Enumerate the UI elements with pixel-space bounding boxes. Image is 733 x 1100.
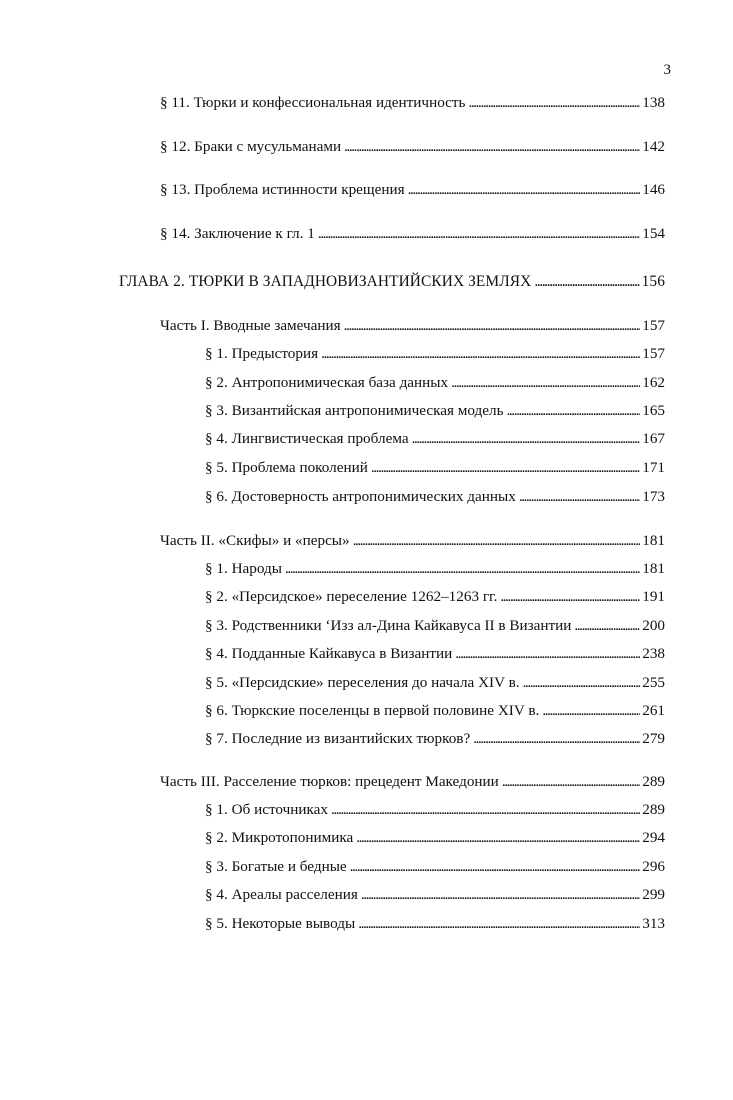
toc-entry-title: § 2. Антропонимическая база данных: [205, 374, 449, 391]
toc-entry-title: § 5. Некоторые выводы: [205, 915, 356, 932]
toc-part-title: Часть I. Вводные замечания: [160, 317, 341, 334]
toc-part-page: 289: [642, 773, 665, 790]
dot-leader: [408, 179, 641, 201]
dot-leader: [356, 827, 640, 849]
toc-entry-page: 299: [642, 886, 665, 903]
toc-entry-page: 154: [642, 225, 665, 242]
toc-entry-page: 279: [642, 730, 665, 747]
toc-entry-page: 191: [642, 588, 665, 605]
dot-leader: [371, 457, 640, 479]
toc-entry-title: § 13. Проблема истинности крещения: [160, 181, 405, 198]
toc-part[interactable]: [160, 771, 665, 793]
toc-entry-title: § 12. Браки с мусульманами: [160, 138, 342, 155]
toc-entry-page: 157: [642, 345, 665, 362]
toc-entry[interactable]: [160, 179, 665, 201]
toc-entry-page: 165: [642, 402, 665, 419]
toc-entry-title: § 4. Подданные Кайкавуса в Византии: [205, 645, 453, 662]
toc-entry-page: 146: [642, 181, 665, 198]
toc-entry[interactable]: [205, 586, 665, 608]
toc-chapter-page: 156: [641, 273, 665, 290]
dot-leader: [574, 615, 640, 637]
toc-entry-title: § 2. Микротопонимика: [205, 829, 354, 846]
dot-leader: [361, 884, 640, 906]
toc-entry-page: 162: [642, 374, 665, 391]
toc-entry[interactable]: [205, 700, 665, 722]
toc-entry-page: 142: [642, 138, 665, 155]
toc-entry-title: § 3. Богатые и бедные: [205, 858, 347, 875]
dot-leader: [318, 223, 640, 245]
toc-entry[interactable]: [205, 428, 665, 450]
toc-entry-page: 313: [642, 915, 665, 932]
toc-entry-page: 296: [642, 858, 665, 875]
toc-entry-title: § 7. Последние из византийских тюрков?: [205, 730, 471, 747]
toc-entry-page: 173: [642, 488, 665, 505]
toc-entry-title: § 5. Проблема поколений: [205, 459, 368, 476]
dot-leader: [451, 372, 640, 394]
toc-entry-page: 167: [642, 430, 665, 447]
page-number: 3: [663, 62, 671, 78]
toc-entry[interactable]: [205, 643, 665, 665]
dot-leader: [344, 136, 640, 158]
toc-part-page: 181: [642, 532, 665, 549]
toc-chapter[interactable]: [119, 271, 665, 293]
toc-part-title: Часть III. Расселение тюрков: прецедент Македонии: [160, 773, 499, 790]
toc-entry-title: § 11. Тюрки и конфессиональная идентичность: [160, 94, 466, 111]
toc-entry-page: 138: [642, 94, 665, 111]
toc-chapter-title: ГЛАВА 2. ТЮРКИ В ЗАПАДНОВИЗАНТИЙСКИХ ЗЕМЛЯХ: [119, 273, 532, 290]
toc-entry-page: 200: [642, 617, 665, 634]
toc-part-page: 157: [642, 317, 665, 334]
toc-entry-title: § 6. Тюркские поселенцы в первой половине XIV в.: [205, 702, 540, 719]
toc-part[interactable]: [160, 530, 665, 552]
toc-entry[interactable]: [205, 486, 665, 508]
toc-entry-title: § 4. Лингвистическая проблема: [205, 430, 409, 447]
dot-leader: [331, 799, 640, 821]
toc-entry[interactable]: [205, 672, 665, 694]
toc-entry[interactable]: [160, 223, 665, 245]
toc-entry-title: § 4. Ареалы расселения: [205, 886, 358, 903]
dot-leader: [542, 700, 640, 722]
toc-entry[interactable]: [205, 913, 665, 935]
toc-entry-title: § 6. Достоверность антропонимических данных: [205, 488, 516, 505]
dot-leader: [358, 913, 640, 935]
dot-leader: [344, 315, 641, 337]
toc-entry-title: § 2. «Персидское» переселение 1262–1263 гг.: [205, 588, 498, 605]
toc-entry[interactable]: [205, 400, 665, 422]
toc-entry-title: § 3. Родственники ‘Изз ал-Дина Кайкавуса II в Византии: [205, 617, 572, 634]
toc-entry-title: § 3. Византийская антропонимическая модель: [205, 402, 504, 419]
dot-leader: [502, 771, 640, 793]
toc-entry[interactable]: [205, 372, 665, 394]
dot-leader: [455, 643, 640, 665]
toc-entry[interactable]: [205, 799, 665, 821]
toc-entry-page: 181: [642, 560, 665, 577]
toc-entry-title: § 1. Народы: [205, 560, 282, 577]
toc-entry-page: 255: [642, 674, 665, 691]
toc-entry-title: § 5. «Персидские» переселения до начала XIV в.: [205, 674, 520, 691]
dot-leader: [523, 672, 641, 694]
toc-entry[interactable]: [205, 558, 665, 580]
toc-entry[interactable]: [205, 856, 665, 878]
dot-leader: [321, 343, 640, 365]
toc-entry-page: 238: [642, 645, 665, 662]
dot-leader: [473, 728, 640, 750]
dot-leader: [412, 428, 641, 450]
toc-entry[interactable]: [205, 343, 665, 365]
dot-leader: [350, 856, 641, 878]
toc-entry-title: § 1. Об источниках: [205, 801, 328, 818]
dot-leader: [500, 586, 640, 608]
toc-entry[interactable]: [160, 136, 665, 158]
toc-entry[interactable]: [205, 827, 665, 849]
dot-leader: [353, 530, 641, 552]
toc-entry[interactable]: [205, 884, 665, 906]
toc-entry-page: 289: [642, 801, 665, 818]
toc-entry-page: 171: [642, 459, 665, 476]
toc-entry[interactable]: [205, 615, 665, 637]
toc-entry-page: 261: [642, 702, 665, 719]
toc-entry[interactable]: [205, 728, 665, 750]
toc-entry-title: § 14. Заключение к гл. 1: [160, 225, 315, 242]
dot-leader: [534, 271, 639, 293]
toc-entry[interactable]: [205, 457, 665, 479]
dot-leader: [519, 486, 640, 508]
toc-entry-page: 294: [642, 829, 665, 846]
dot-leader: [285, 558, 640, 580]
toc-part-title: Часть II. «Скифы» и «персы»: [160, 532, 350, 549]
toc-entry-title: § 1. Предыстория: [205, 345, 319, 362]
toc-part[interactable]: [160, 315, 665, 337]
toc-entry[interactable]: [160, 92, 665, 114]
dot-leader: [468, 92, 640, 114]
dot-leader: [507, 400, 641, 422]
